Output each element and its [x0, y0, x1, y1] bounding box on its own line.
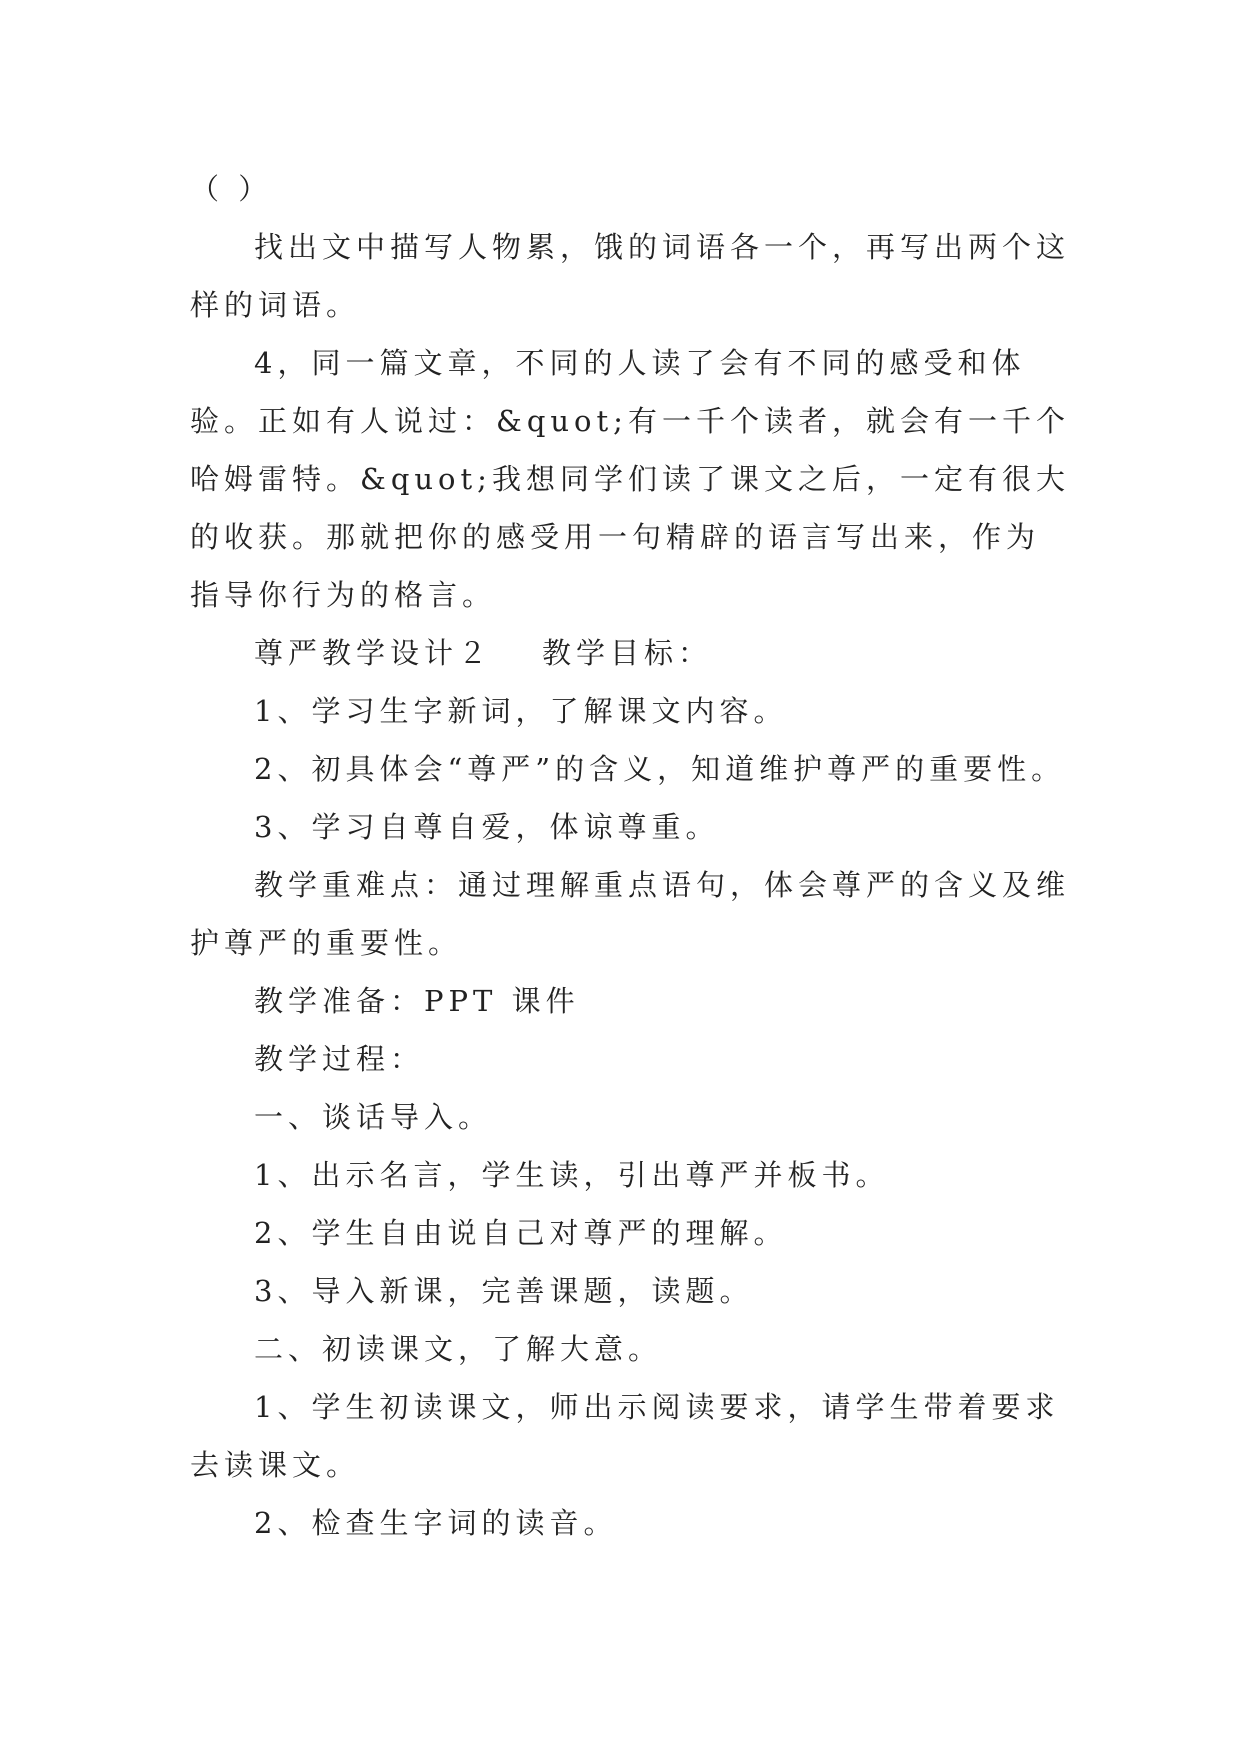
paragraph-question-4: 4，同一篇文章，不同的人读了会有不同的感受和体验。正如有人说过：&quot;有一千个读者，就会有一千个哈姆雷特。&quot;我想同学们读了课文之后，一定有很大的收获。那就把你的感受用一句精辟的语言写出来，作为指导你行为的格言。 [190, 346, 1070, 612]
step-two-item-2: 2、检查生字词的读音。 [254, 1506, 618, 1540]
key-difficulty: 教学重难点：通过理解重点语句，体会尊严的含义及维护尊严的重要性。 [190, 868, 1071, 960]
paragraph-question-3: 找出文中描写人物累，饿的词语各一个，再写出两个这样的词语。 [190, 230, 1071, 322]
step-two-heading: 二、初读课文，了解大意。 [254, 1332, 663, 1366]
step-one-item-3: 3、导入新课，完善课题，读题。 [254, 1274, 754, 1308]
step-one-item-2: 2、学生自由说自己对尊严的理解。 [254, 1216, 788, 1250]
section-subtitle: 教学目标： [542, 636, 713, 670]
step-one-heading: 一、谈话导入。 [254, 1100, 493, 1134]
objective-item-3: 3、学习自尊自爱，体谅尊重。 [254, 810, 720, 844]
document-body [190, 160, 1070, 1552]
paragraph-blank: （ ） [190, 172, 273, 206]
objective-item-1: 1、学习生字新词，了解课文内容。 [254, 694, 788, 728]
section-title: 尊严教学设计２ [254, 636, 493, 670]
step-two-item-1: 1、学生初读课文，师出示阅读要求，请学生带着要求去读课文。 [190, 1390, 1060, 1482]
step-one-item-1: 1、出示名言，学生读，引出尊严并板书。 [254, 1158, 890, 1192]
teaching-process-heading: 教学过程： [254, 1042, 425, 1076]
section-heading [190, 624, 1070, 682]
teaching-preparation: 教学准备：PPT 课件 [254, 984, 580, 1018]
objective-item-2: 2、初具体会“尊严”的含义，知道维护尊严的重要性。 [254, 752, 1066, 786]
